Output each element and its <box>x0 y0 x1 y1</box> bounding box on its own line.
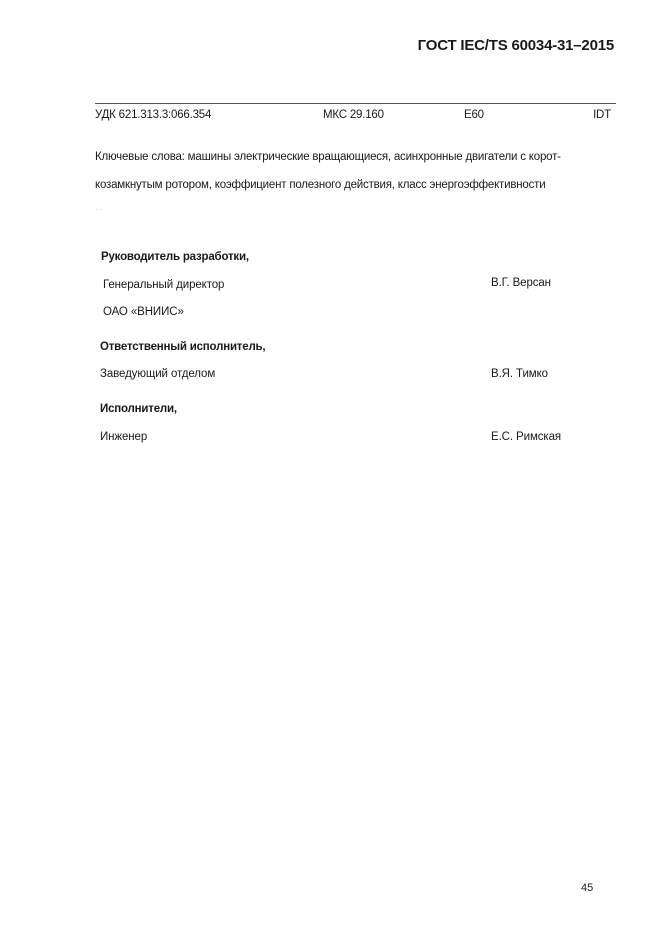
standard-code: ГОСТ IEC/TS 60034-31–2015 <box>417 37 614 54</box>
section-title-executors: Исполнители, <box>100 403 177 415</box>
keywords-line-2: козамкнутым ротором, коэффициент полезного действия, класс энергоэффективности <box>95 179 546 191</box>
section-title-head-of-development: Руководитель разработки, <box>101 251 249 263</box>
keywords-block <box>95 143 616 199</box>
scan-speck: · · <box>96 207 102 213</box>
udk-code: УДК 621.313.3:066.354 <box>95 109 212 121</box>
mks-code: МКС 29.160 <box>323 109 384 121</box>
name-timko: В.Я. Тимко <box>491 368 548 380</box>
section-title-responsible-executor: Ответственный исполнитель, <box>100 341 266 353</box>
classification-divider <box>95 103 616 104</box>
page-number: 45 <box>581 882 594 894</box>
okp-code: Е60 <box>464 109 484 121</box>
name-rimskaya: Е.С. Римская <box>491 431 562 443</box>
name-versan: В.Г. Версан <box>491 277 551 289</box>
organization-vniis: ОАО «ВНИИС» <box>103 306 184 318</box>
keywords-line-1: Ключевые слова: машины электрические вращающиеся, асинхронные двигатели с корот- <box>95 151 561 163</box>
harmonization-degree: IDT <box>593 109 611 121</box>
position-engineer: Инженер <box>100 431 148 443</box>
position-general-director: Генеральный директор <box>103 279 225 291</box>
position-head-of-department: Заведующий отделом <box>100 368 216 380</box>
